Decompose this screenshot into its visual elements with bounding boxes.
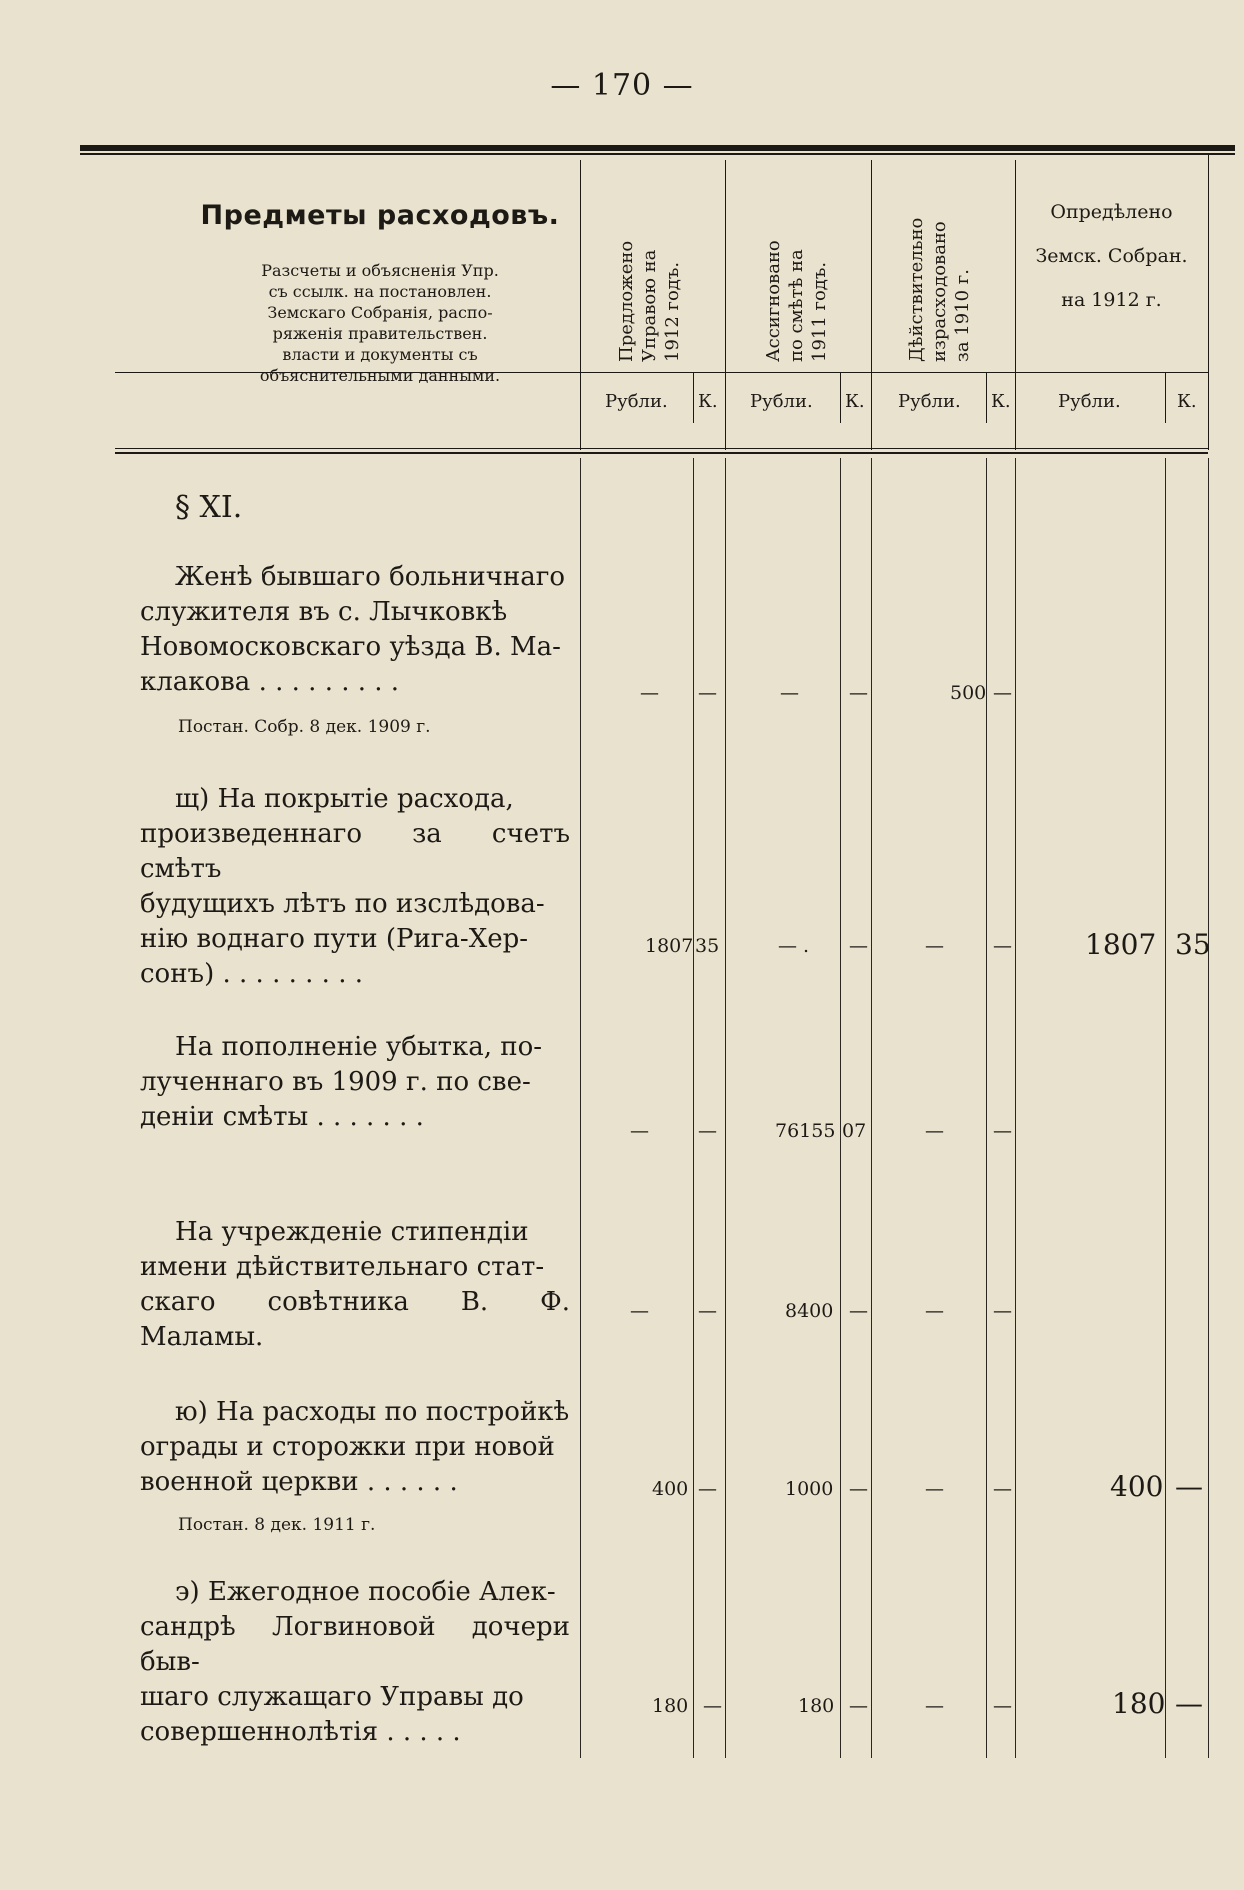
line-item: На учрежденіе стипендіи имени дѣйствительнаго стат- скаго совѣтника В. Ф. Маламы.: [140, 1217, 570, 1352]
section-heading: § XI.: [175, 490, 243, 525]
units-row: Рубли. К. Рубли. К. Рубли. К. Рубли. К.: [115, 372, 1208, 423]
line-item: э) Ежегодное пособіе Алек- сандрѣ Логвиновой дочери быв- шаго служащаго Управы до совершеннолѣтія . . . . .: [140, 1577, 570, 1747]
line-note: Постан. Собр. 8 дек. 1909 г.: [178, 717, 431, 737]
line-item: ю) На расходы по постройкѣ ограды и сторожки при новой военной церкви . . . . . .: [140, 1397, 570, 1497]
col3-header: Дѣйствительно израсходовано за 1910 г.: [906, 217, 973, 362]
col1-header: Предложено Управою на 1912 годъ.: [616, 240, 683, 362]
header-rule: [115, 448, 1208, 449]
page-number: — 170 —: [550, 68, 694, 103]
col4-header: Опредѣлено Земск. Собран. на 1912 г.: [1035, 201, 1188, 311]
header-rule-thick: [115, 452, 1208, 454]
table-header: [115, 160, 1208, 455]
header-title: Предметы расходовъ.: [200, 200, 560, 231]
top-rule-thin: [80, 153, 1235, 155]
top-rule: [80, 145, 1235, 151]
line-note: Постан. 8 дек. 1911 г.: [178, 1515, 376, 1535]
col2-header: Ассигновано по смѣтѣ на 1911 годъ.: [763, 240, 830, 362]
line-item: На пополненіе убытка, по- лученнаго въ 1909 г. по све- деніи смѣты . . . . . . .: [140, 1032, 543, 1132]
header-subtitle: Разсчеты и объясненія Упр. съ ссылк. на постановлен. Земскаго Собранія, распо- ряженія правительствен. власти и документы съ объяснительными данными.: [259, 261, 501, 385]
line-item: щ) На покрытіе расхода, произведеннаго за счетъ смѣтъ будущихъ лѣтъ по изслѣдова- нію воднаго пути (Рига-Хер- сонъ) . . . . . . . . .: [140, 784, 570, 989]
line-item: Женѣ бывшаго больничнаго служителя въ с. Лычковкѣ Новомосковскаго уѣзда В. Ма- клакова . . . . . . . . .: [140, 562, 565, 697]
